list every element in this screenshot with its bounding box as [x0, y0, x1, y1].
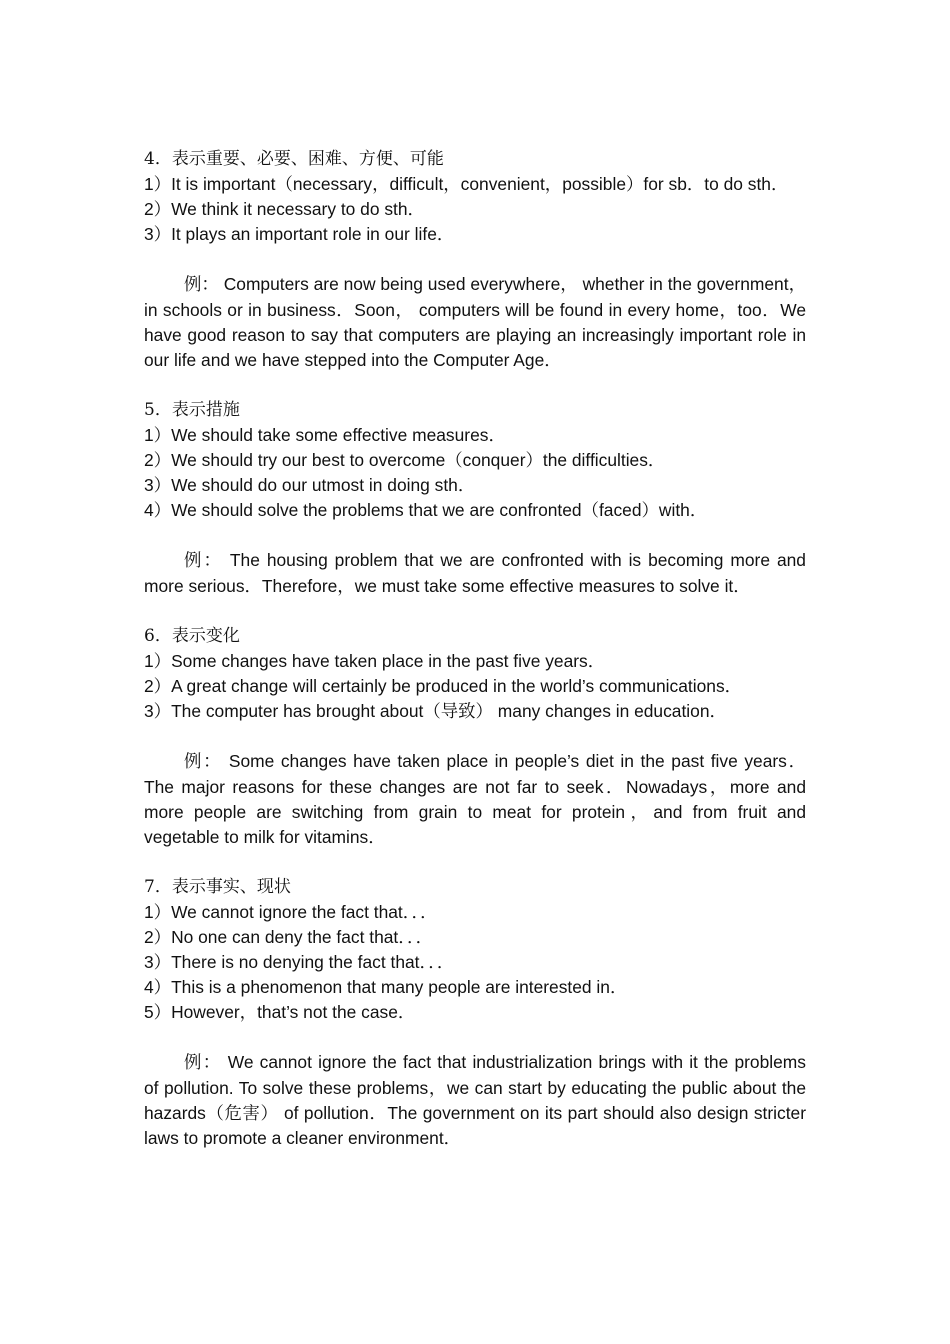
list-item: 3）There is no denying the fact that．．．	[144, 952, 455, 972]
list-item: 2）A great change will certainly be produced in the world’s communications．	[144, 676, 743, 696]
section-heading: 4．表示重要、必要、困难、方便、可能	[144, 149, 444, 169]
section-6	[144, 624, 806, 875]
list-item: 2）We think it necessary to do sth．	[144, 199, 425, 219]
list-item: 3）It plays an important role in our life．	[144, 224, 455, 244]
document-page	[144, 147, 806, 1151]
example-label: 例：	[184, 1053, 222, 1073]
section-7	[144, 875, 806, 1151]
example-paragraph	[144, 1050, 806, 1151]
example-paragraph	[144, 548, 806, 599]
example-text: The housing problem that we are confronted with is becoming more and more serious．Therefore，we must take some effective measures to solve it．	[144, 550, 806, 596]
section-heading: 5．表示措施	[144, 400, 240, 420]
example-text: Computers are now being used everywhere， whether in the government，in schools or in business．Soon， computers will be found in every home，too．We have good reason to say that computers are playing an increasingly important role in our life and we have stepped into the Computer Age．	[144, 274, 806, 370]
example-text: Some changes have taken place in people’s diet in the past five years． The major reasons for these changes are not far to seek．Nowadays，more and more people are switching from grain to meat for protein，and from fruit and vegetable to milk for vitamins．	[144, 751, 806, 847]
example-label: 例：	[184, 275, 219, 295]
example-label: 例：	[184, 752, 223, 772]
list-item: 3）The computer has brought about（导致） many changes in education．	[144, 701, 727, 721]
list-item: 1）We should take some effective measures．	[144, 425, 506, 445]
example-paragraph	[144, 272, 806, 373]
section-heading: 6．表示变化	[144, 626, 240, 646]
section-heading: 7．表示事实、现状	[144, 877, 291, 897]
section-5	[144, 398, 806, 624]
example-text: We cannot ignore the fact that industrialization brings with it the problems of pollution. To solve these problems，we can start by educating the public about the hazards（危害） of pollution．The government on its part should also design stricter laws to promote a cleaner environment．	[144, 1052, 806, 1148]
section-4	[144, 147, 806, 398]
example-label: 例：	[184, 551, 223, 571]
example-paragraph	[144, 749, 806, 850]
list-item: 4）This is a phenomenon that many people are interested in．	[144, 977, 628, 997]
list-item: 1）We cannot ignore the fact that．．．	[144, 902, 438, 922]
list-item: 4）We should solve the problems that we are confronted（faced）with．	[144, 500, 708, 520]
list-item: 5）However，that’s not the case．	[144, 1002, 416, 1022]
list-item: 3）We should do our utmost in doing sth．	[144, 475, 476, 495]
list-item: 1）It is important（necessary，difficult，convenient，possible）for sb．to do sth．	[144, 174, 789, 194]
list-item: 1）Some changes have taken place in the past five years．	[144, 651, 606, 671]
list-item: 2）We should try our best to overcome（conquer）the difficulties．	[144, 450, 666, 470]
list-item: 2）No one can deny the fact that．．．	[144, 927, 434, 947]
